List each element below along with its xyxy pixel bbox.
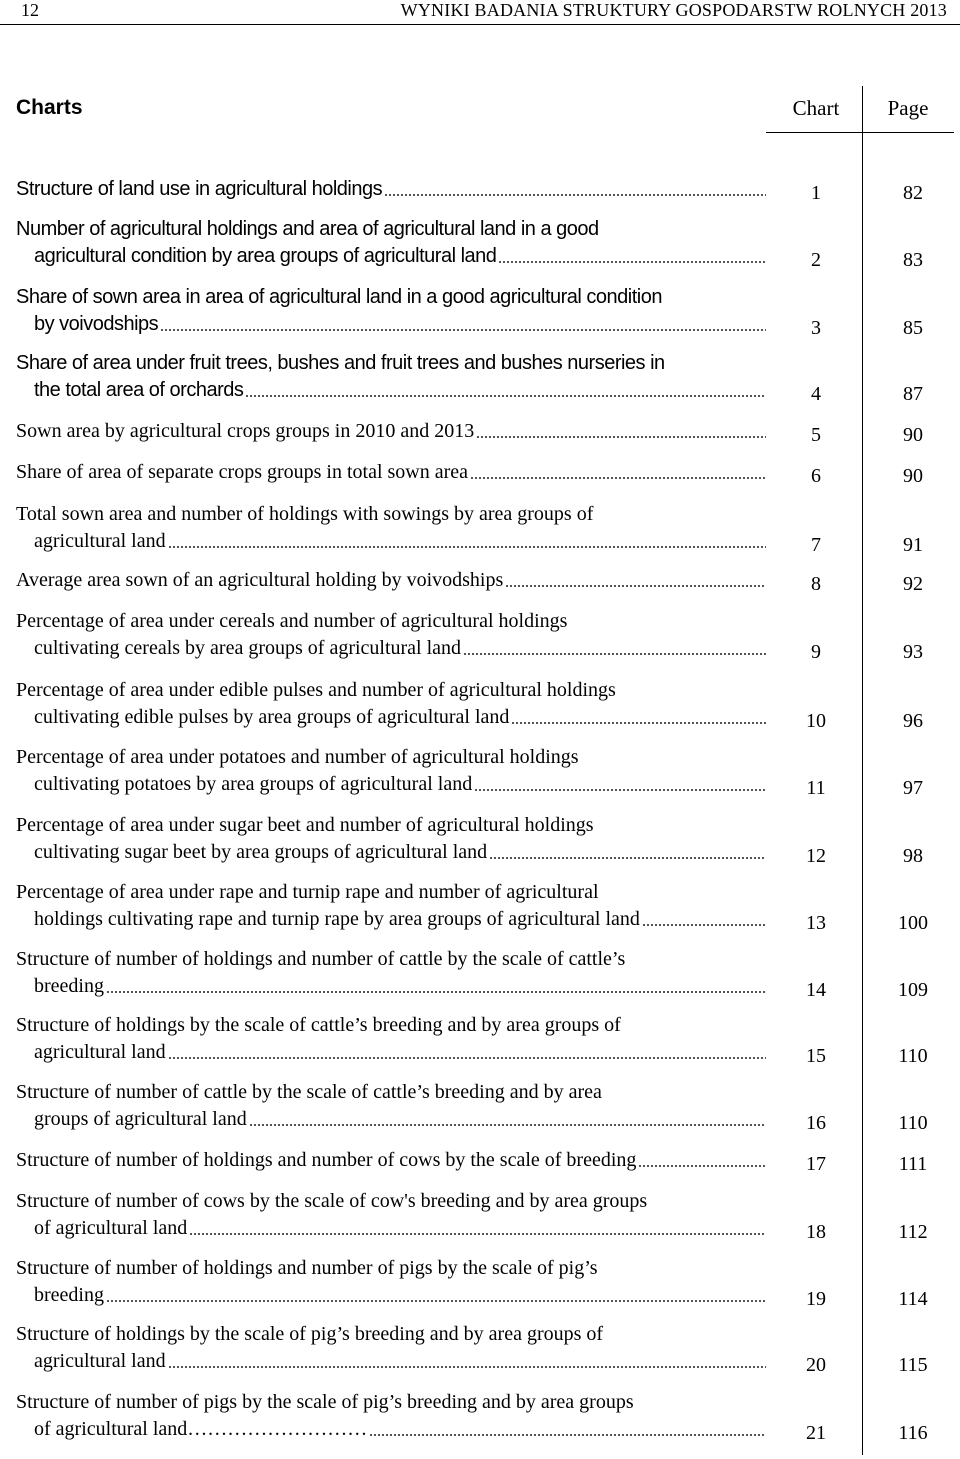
toc-entry-title: Structure of number of cattle by the scale of cattle’s breeding and by area [16, 1081, 602, 1103]
chart-number: 12 [806, 845, 826, 867]
toc-entry-line [34, 1039, 766, 1066]
page-number-ref: 85 [903, 317, 923, 339]
chart-number: 13 [806, 912, 826, 934]
toc-entry-title: of agricultural land [34, 1217, 188, 1239]
chart-column-header: Chart [792, 96, 840, 120]
chart-number: 3 [811, 317, 821, 339]
page-number-ref: 109 [898, 979, 928, 1001]
toc-entry-line [16, 176, 766, 203]
toc-entry-title: the total area of orchards [34, 379, 244, 401]
toc-entry-line [16, 1255, 766, 1282]
dot-leader [642, 924, 766, 926]
toc-entry-title: Percentage of area under potatoes and number of agricultural holdings [16, 746, 579, 768]
chart-number: 4 [811, 383, 821, 405]
toc-entry-title: groups of agricultural land [34, 1108, 247, 1130]
dot-leader [106, 1300, 766, 1302]
page-number-ref: 96 [903, 710, 923, 732]
dot-leader [470, 477, 766, 479]
page-number-ref: 100 [898, 912, 928, 934]
toc-entry-line [16, 567, 766, 594]
toc-entry-line [16, 350, 766, 377]
chart-number: 20 [806, 1354, 826, 1376]
toc-entry-title: cultivating edible pulses by area groups of agricultural land [34, 706, 510, 728]
page-number-ref: 110 [898, 1045, 928, 1067]
dot-leader [498, 261, 766, 263]
page-number-ref: 90 [903, 424, 923, 446]
toc-entry-title: cultivating cereals by area groups of agricultural land [34, 637, 462, 659]
toc-entry-line [34, 973, 766, 1000]
toc-entry-line [16, 1389, 766, 1416]
page-number-ref: 83 [903, 249, 923, 271]
page-number-ref: 92 [903, 573, 923, 595]
dot-leader [511, 722, 766, 724]
toc-entry-line [16, 418, 766, 445]
toc-entry-title: Percentage of area under cereals and number of agricultural holdings [16, 610, 568, 632]
toc-entry-title: by voivodships [34, 313, 159, 335]
toc-entry-title: Share of area under fruit trees, bushes and fruit trees and bushes nurseries in [16, 352, 665, 374]
toc-entry-line [34, 1282, 766, 1309]
toc-entry-line [16, 677, 766, 704]
toc-entry-line [16, 1188, 766, 1215]
toc-entry-title: cultivating potatoes by area groups of agricultural land [34, 773, 473, 795]
toc-entry-line [16, 459, 766, 486]
toc-entry-title: Number of agricultural holdings and area of agricultural land in a good [16, 218, 599, 240]
page-column-header: Page [887, 96, 929, 120]
chart-number: 21 [806, 1422, 826, 1444]
toc-entry-title: Structure of number of holdings and number of cows by the scale of breeding [16, 1149, 637, 1171]
toc-entry-title: agricultural land [34, 1350, 166, 1372]
toc-entry-title: Share of sown area in area of agricultural land in a good agricultural condition [16, 286, 662, 308]
column-header-rule [766, 132, 954, 133]
chart-number: 2 [811, 249, 821, 271]
chart-number: 8 [811, 573, 821, 595]
dot-leader [249, 1124, 766, 1126]
section-title: Charts [16, 96, 83, 119]
chart-number: 1 [811, 182, 821, 204]
toc-entry-line [34, 1215, 766, 1242]
page-number-ref: 115 [898, 1354, 928, 1376]
dot-leader [189, 1233, 766, 1235]
dot-leader [384, 194, 766, 196]
dot-leader [245, 395, 766, 397]
dot-leader [474, 789, 766, 791]
chart-number: 10 [806, 710, 826, 732]
toc-entry-line [34, 771, 766, 798]
toc-entry-title: agricultural condition by area groups of agricultural land [34, 245, 497, 267]
dot-leader [369, 1434, 766, 1436]
chart-number: 18 [806, 1221, 826, 1243]
running-title: WYNIKI BADANIA STRUKTURY GOSPODARSTW ROLNYCH 2013 [400, 0, 947, 20]
toc-entry-line [34, 1348, 766, 1375]
toc-entry-line [34, 243, 766, 270]
dot-leader [638, 1165, 766, 1167]
toc-entry-title: Percentage of area under sugar beet and number of agricultural holdings [16, 814, 594, 836]
toc-entry-line [16, 1012, 766, 1039]
toc-entry-title: Structure of number of holdings and number of cattle by the scale of cattle’s [16, 948, 626, 970]
dot-leader [106, 991, 766, 993]
toc-entry-line [16, 812, 766, 839]
dot-leader [168, 1366, 766, 1368]
column-divider-header [862, 86, 863, 132]
toc-entry-title: Total sown area and number of holdings with sowings by area groups of [16, 503, 594, 525]
toc-entry-title: holdings cultivating rape and turnip rape by area groups of agricultural land [34, 908, 640, 930]
page-number-ref: 114 [898, 1288, 928, 1310]
dot-leader [476, 436, 766, 438]
page-number-ref: 87 [903, 383, 923, 405]
toc-entry-line [34, 1106, 766, 1133]
page-number-ref: 112 [898, 1221, 928, 1243]
toc-entry-title: Structure of number of cows by the scale of cow's breeding and by area groups [16, 1190, 648, 1212]
running-header [0, 0, 960, 25]
dot-leader [463, 653, 766, 655]
toc-entry-line [34, 377, 766, 404]
toc-entry-line [16, 608, 766, 635]
page-number-ref: 93 [903, 641, 923, 663]
chart-number: 6 [811, 465, 821, 487]
page-number-ref: 82 [903, 182, 923, 204]
toc-entry-title: Structure of number of pigs by the scale of pig’s breeding and by area groups [16, 1391, 634, 1413]
toc-entry-line [34, 839, 766, 866]
toc-entry-line [16, 216, 766, 243]
toc-entry-title: of agricultural land……………………… [34, 1418, 368, 1440]
page-number-ref: 111 [898, 1153, 928, 1175]
toc-entry-title: agricultural land [34, 1041, 166, 1063]
toc-entry-line [16, 879, 766, 906]
toc-entry-line [34, 704, 766, 731]
toc-entry-title: Structure of number of holdings and number of pigs by the scale of pig’s [16, 1257, 598, 1279]
chart-number: 15 [806, 1045, 826, 1067]
toc-entry-line [16, 946, 766, 973]
toc-entry-line [16, 744, 766, 771]
page-number-ref: 97 [903, 777, 923, 799]
toc-entry-line [16, 1079, 766, 1106]
toc-entry-title: breeding [34, 975, 104, 997]
chart-number: 14 [806, 979, 826, 1001]
toc-entry-line [34, 311, 766, 338]
page-number-ref: 90 [903, 465, 923, 487]
page-number-ref: 116 [898, 1422, 928, 1444]
dot-leader [505, 585, 766, 587]
chart-number: 9 [811, 641, 821, 663]
dot-leader [168, 546, 766, 548]
toc-entry-line [16, 1321, 766, 1348]
chart-number: 19 [806, 1288, 826, 1310]
chart-number: 11 [806, 777, 826, 799]
toc-entry-title: Structure of holdings by the scale of cattle’s breeding and by area groups of [16, 1014, 621, 1036]
dot-leader [160, 329, 766, 331]
toc-entry-title: Percentage of area under rape and turnip rape and number of agricultural [16, 881, 599, 903]
page-number-ref: 91 [903, 534, 923, 556]
toc-entry-line [16, 284, 766, 311]
page-number: 12 [21, 0, 39, 20]
chart-number: 7 [811, 534, 821, 556]
page-number-ref: 110 [898, 1112, 928, 1134]
toc-entry-line [34, 906, 766, 933]
toc-entry-title: Average area sown of an agricultural holding by voivodships [16, 569, 504, 591]
page-number-ref: 98 [903, 845, 923, 867]
toc-entry-title: cultivating sugar beet by area groups of agricultural land [34, 841, 488, 863]
toc-entry-line [34, 635, 766, 662]
toc-entry-title: Structure of land use in agricultural holdings [16, 178, 383, 200]
chart-number: 17 [806, 1153, 826, 1175]
toc-entry-title: Structure of holdings by the scale of pig’s breeding and by area groups of [16, 1323, 604, 1345]
toc-entry-title: agricultural land [34, 530, 166, 552]
dot-leader [168, 1057, 766, 1059]
toc-entry-title: Percentage of area under edible pulses and number of agricultural holdings [16, 679, 616, 701]
chart-number: 5 [811, 424, 821, 446]
chart-number: 16 [806, 1112, 826, 1134]
dot-leader [489, 857, 766, 859]
toc-entry-line [34, 1416, 766, 1443]
toc-entry-title: breeding [34, 1284, 104, 1306]
toc-entry-title: Sown area by agricultural crops groups in 2010 and 2013 [16, 420, 475, 442]
toc-entry-line [34, 528, 766, 555]
toc-entry-line [16, 1147, 766, 1174]
toc-entry-line [16, 501, 766, 528]
toc-entry-title: Share of area of separate crops groups in total sown area [16, 461, 469, 483]
